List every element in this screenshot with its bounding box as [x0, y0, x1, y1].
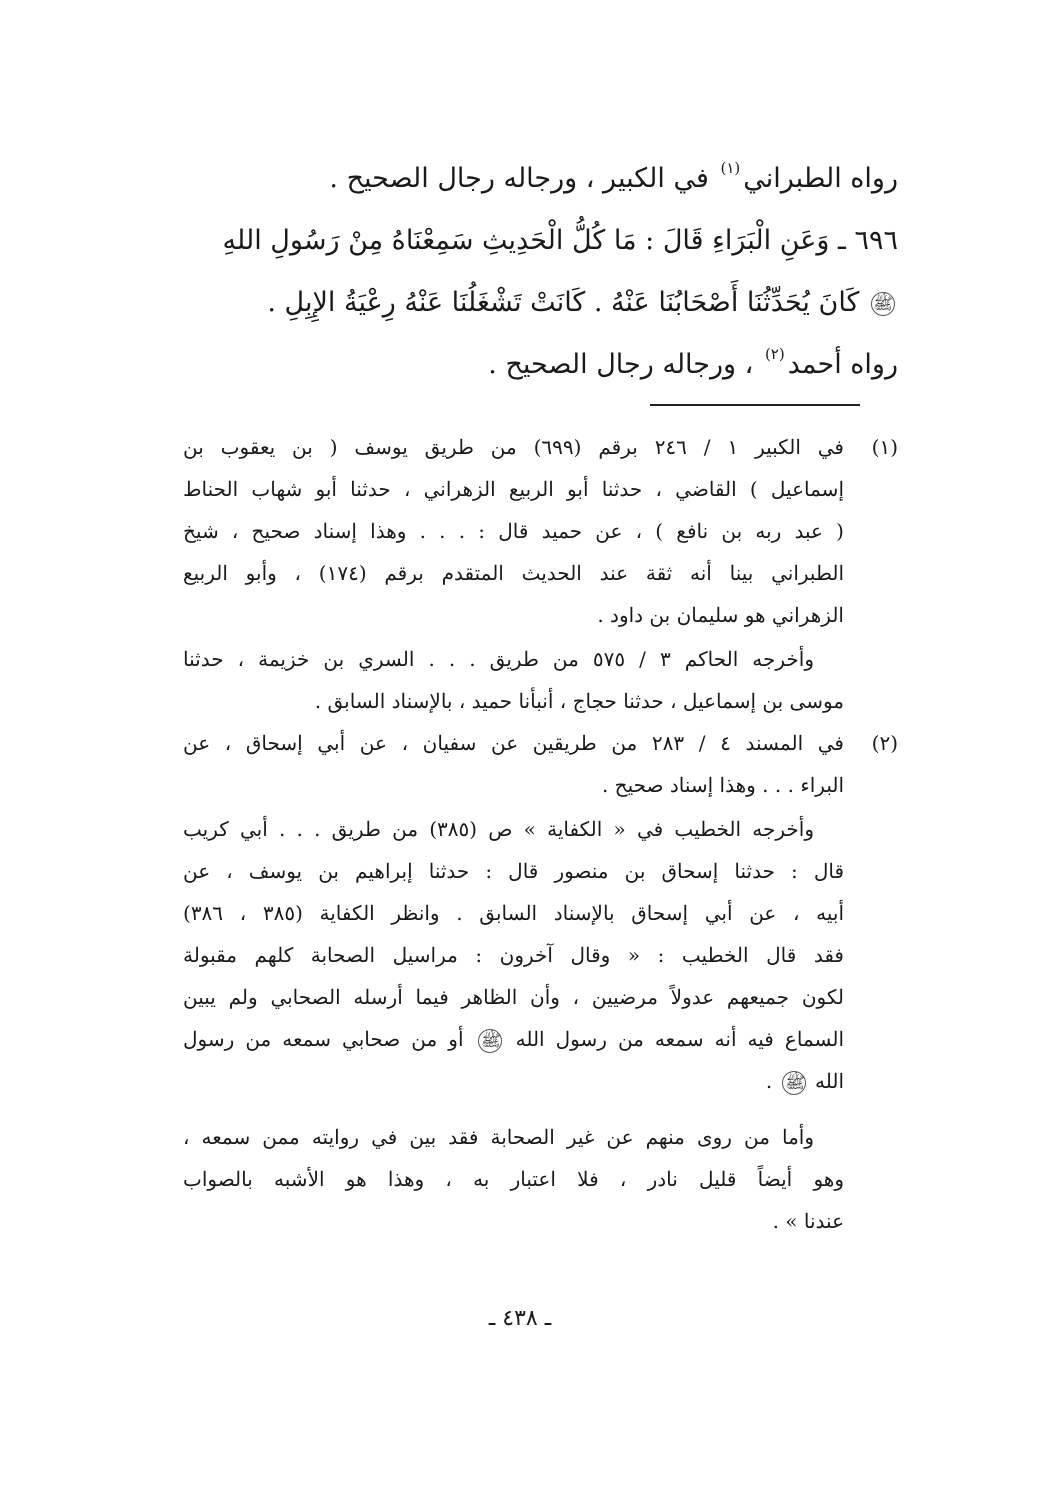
- footnotes: [183, 426, 898, 1242]
- footnote-line: الطبراني بينا أنه ثقة عند الحديث المتقدم برقم (١٧٤) ، وأبو الربيع: [183, 561, 844, 585]
- footnote-1-paragraph: [183, 638, 888, 722]
- text-fragment: في الكبير ، ورجاله رجال الصحيح .: [329, 163, 709, 194]
- hadith-696-line-1: ٦٩٦ ـ وَعَنِ الْبَرَاءِ قَالَ : مَا كُلُّ الْحَدِيثِ سَمِعْنَاهُ مِنْ رَسُولِ اللهِ: [222, 225, 898, 256]
- main-line-4: [158, 334, 898, 396]
- footnote-line: في الكبير ١ / ٢٤٦ برقم (٦٩٩) من طريق يوسف ( بن يعقوب بن: [183, 435, 844, 459]
- footnote-line: البراء . . . وهذا إسناد صحيح .: [601, 773, 844, 797]
- text-fragment: رواه الطبراني: [743, 163, 898, 194]
- hadith-696-line-2: [158, 272, 898, 334]
- footnote-1: [183, 426, 898, 636]
- text-fragment: السماع فيه أنه سمعه من رسول الله: [515, 1027, 844, 1051]
- footnote-line: لكون جميعهم عدولاً مرضيين ، وأن الظاهر فيما أرسله الصحابي ولم يبين: [183, 985, 844, 1009]
- footnote-line: في المسند ٤ / ٢٨٣ من طريقين عن سفيان ، عن أبي إسحاق ، عن: [183, 731, 844, 755]
- footnote-ref-1[interactable]: (١): [720, 159, 741, 177]
- footnote-line: موسى بن إسماعيل ، حدثنا حجاج ، أنبأنا حميد ، بالإسناد السابق .: [314, 689, 844, 713]
- text-fragment: الله: [815, 1069, 844, 1093]
- footnote-line: إسماعيل ) القاضي ، حدثنا أبو الربيع الزهراني ، حدثنا أبو شهاب الحناط: [183, 477, 844, 501]
- footnote-line: وأخرجه الحاكم ٣ / ٥٧٥ من طريق . . . السري بن خزيمة ، حدثنا: [183, 647, 814, 671]
- text-fragment: .: [765, 1069, 773, 1093]
- footnote-line: قال : حدثنا إسحاق بن منصور قال : حدثنا إبراهيم بن يوسف ، عن: [183, 859, 844, 883]
- footnote-line: الزهراني هو سليمان بن داود .: [597, 603, 844, 627]
- text-fragment: كَانَ يُحَدِّثُنَا أَصْحَابُنَا عَنْهُ . كَانَتْ تَشْغَلُنَا عَنْهُ رِعْيَةُ الإِبِلِ .: [267, 287, 860, 318]
- footnote-2: [183, 722, 898, 806]
- salutation-icon: ﷺ: [782, 1071, 806, 1095]
- footnote-line: عندنا » .: [772, 1209, 844, 1233]
- page-number: ـ ٤٣٨ ـ: [488, 1306, 552, 1331]
- main-line-1: [158, 148, 898, 210]
- footnote-number: (٢): [871, 731, 898, 755]
- footnote-2-paragraph-1: [183, 808, 888, 1102]
- footnote-line: وأخرجه الخطيب في « الكفاية » ص (٣٨٥) من طريق . . . أبي كريب: [183, 817, 814, 841]
- footnote-line: وهو أيضاً قليل نادر ، فلا اعتبار به ، وهذا هو الأشبه بالصواب: [183, 1167, 844, 1191]
- footnote-number: (١): [871, 435, 898, 459]
- text-fragment: أو من صحابي سمعه من رسول: [183, 1027, 464, 1051]
- salutation-icon: ﷺ: [871, 292, 895, 316]
- footnote-line: [183, 1060, 844, 1102]
- main-text: [158, 148, 898, 396]
- footnote-2-paragraph-2: [183, 1116, 888, 1242]
- footnote-separator: [650, 404, 860, 406]
- text-fragment: رواه أحمد: [787, 349, 898, 380]
- footnote-line: فقد قال الخطيب : « وقال آخرون : مراسيل الصحابة كلهم مقبولة: [183, 943, 844, 967]
- footnote-line: أبيه ، عن أبي إسحاق بالإسناد السابق . وانظر الكفاية (٣٨٥ ، ٣٨٦): [183, 901, 844, 925]
- footnote-line: [183, 1018, 844, 1060]
- footnote-line: ( عبد ربه بن نافع ) ، عن حميد قال : . . . وهذا إسناد صحيح ، شيخ: [183, 519, 844, 543]
- text-fragment: ، ورجاله رجال الصحيح .: [488, 349, 754, 380]
- footnote-ref-2[interactable]: (٢): [764, 345, 785, 363]
- salutation-icon: ﷺ: [478, 1029, 502, 1053]
- footnote-line: وأما من روى منهم عن غير الصحابة فقد بين في روايته ممن سمعه ،: [183, 1125, 814, 1149]
